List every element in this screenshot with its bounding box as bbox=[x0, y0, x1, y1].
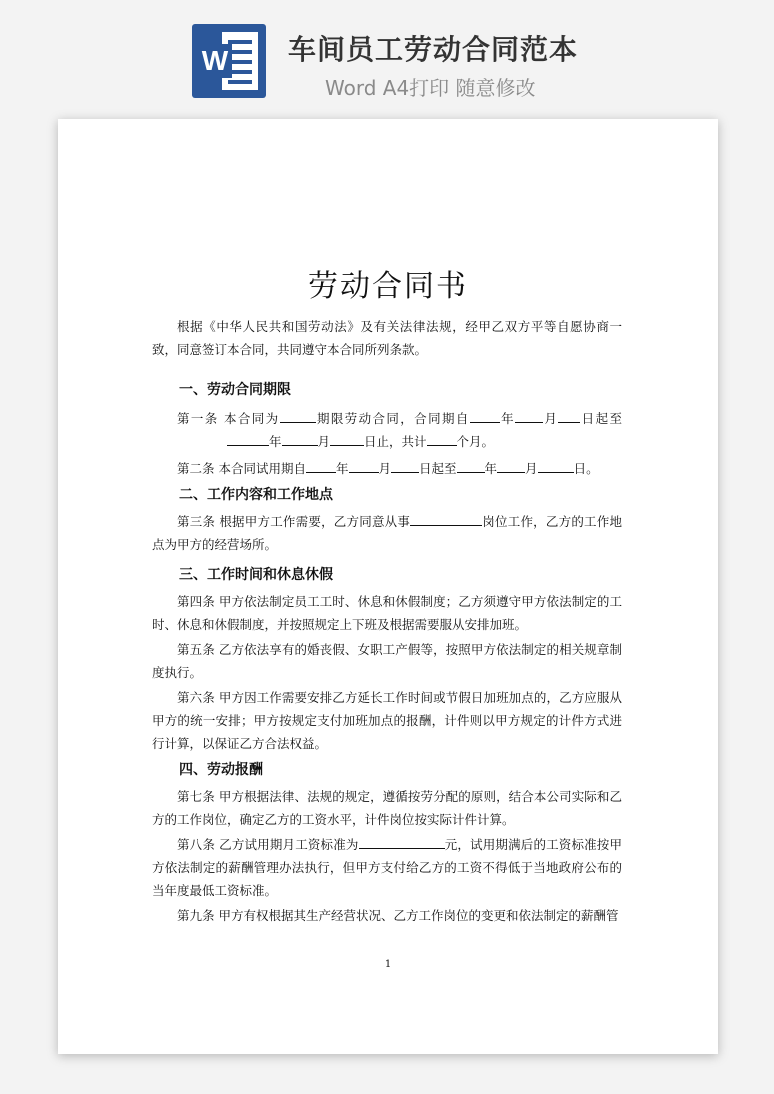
word-icon bbox=[192, 24, 266, 98]
article-3-text: 第三条 根据甲方工作需要，乙方同意从事 bbox=[177, 514, 411, 529]
document-body bbox=[152, 315, 622, 927]
article-3-text: 岗位工作，乙方的工作地点为甲方的经营场所。 bbox=[152, 514, 622, 552]
blank-field bbox=[427, 431, 457, 446]
blank-field bbox=[349, 458, 379, 473]
section-heading-3: 三、工作时间和休息休假 bbox=[179, 567, 333, 583]
blank-field bbox=[457, 458, 485, 473]
blank-field bbox=[410, 511, 482, 526]
blank-field bbox=[558, 408, 580, 423]
page-number: 1 bbox=[384, 959, 392, 970]
article-1-text: 年 bbox=[499, 411, 516, 426]
article-8-text: 元，试用期满后的工资标准按甲方依法制定的薪酬管理办法执行，但甲方支付给乙方的工资不得低于当地政府公布的当年度最低工资标准。 bbox=[152, 837, 622, 898]
article-1-text: 日止，共计 bbox=[364, 434, 427, 449]
article-1-text: 个月。 bbox=[456, 434, 495, 449]
article-7: 第七条 甲方根据法律、法规的规定，遵循按劳分配的原则，结合本公司实际和乙方的工作岗位，确定乙方的工资水平，计件岗位按实际计件计算。 bbox=[152, 789, 622, 827]
word-icon-line bbox=[228, 80, 252, 84]
document-title: 劳动合同书 bbox=[308, 269, 468, 304]
article-4: 第四条 甲方依法制定员工工时、休息和休假制度；乙方须遵守甲方依法制定的工时、休息和休假制度，并按照规定上下班及根据需要服从安排加班。 bbox=[152, 594, 622, 632]
blank-field bbox=[470, 408, 500, 423]
article-1-text: 第一条 本合同为 bbox=[177, 411, 280, 426]
article-2 bbox=[152, 457, 622, 480]
blank-field bbox=[538, 458, 574, 473]
article-5: 第五条 乙方依法享有的婚丧假、女职工产假等，按照甲方依法制定的相关规章制度执行。 bbox=[152, 642, 622, 680]
article-6: 第六条 甲方因工作需要安排乙方延长工作时间或节假日加班加点的，乙方应服从甲方的统一安排；甲方按规定支付加班加点的报酬，计件则以甲方规定的计件方式进行计算，以保证乙方合法权益。 bbox=[152, 690, 622, 751]
article-1 bbox=[152, 407, 622, 453]
header bbox=[0, 0, 774, 115]
article-2-text: 年 bbox=[335, 461, 349, 476]
article-2-text: 年 bbox=[484, 461, 498, 476]
article-1-text: 期限劳动合同，合同期自 bbox=[315, 411, 470, 426]
blank-field bbox=[330, 431, 364, 446]
document-page bbox=[58, 119, 718, 1054]
article-1-text: 月 bbox=[317, 434, 331, 449]
section-heading-2: 二、工作内容和工作地点 bbox=[179, 487, 333, 503]
blank-field bbox=[497, 458, 525, 473]
word-icon-letter: W bbox=[198, 44, 232, 78]
section-heading-4: 四、劳动报酬 bbox=[179, 762, 263, 778]
article-2-text: 月 bbox=[525, 461, 538, 476]
article-3 bbox=[152, 510, 622, 556]
blank-field bbox=[280, 408, 316, 423]
blank-field bbox=[306, 458, 336, 473]
article-1-text: 月 bbox=[543, 411, 559, 426]
blank-field bbox=[282, 431, 318, 446]
article-1-text: 年 bbox=[269, 434, 282, 449]
article-2-text: 第二条 本合同试用期自 bbox=[177, 461, 306, 476]
page-subtitle: Word A4打印 随意修改 bbox=[325, 76, 536, 100]
page-title: 车间员工劳动合同范本 bbox=[288, 33, 579, 66]
article-8 bbox=[152, 833, 622, 902]
article-2-text: 日。 bbox=[573, 461, 599, 476]
article-2-text: 月 bbox=[378, 461, 392, 476]
blank-field bbox=[227, 431, 269, 446]
blank-field bbox=[515, 408, 543, 423]
article-8-text: 第八条 乙方试用期月工资标准为 bbox=[177, 837, 359, 852]
blank-field bbox=[359, 834, 445, 849]
article-9: 第九条 甲方有权根据其生产经营状况、乙方工作岗位的变更和依法制定的薪酬管 bbox=[177, 908, 619, 923]
intro-paragraph: 根据《中华人民共和国劳动法》及有关法律法规，经甲乙双方平等自愿协商一致，同意签订本合同，共同遵守本合同所列条款。 bbox=[152, 319, 622, 357]
article-2-text: 日起至 bbox=[419, 461, 457, 476]
article-1-text: 日起至 bbox=[580, 411, 622, 426]
blank-field bbox=[391, 458, 419, 473]
section-heading-1: 一、劳动合同期限 bbox=[179, 382, 291, 398]
